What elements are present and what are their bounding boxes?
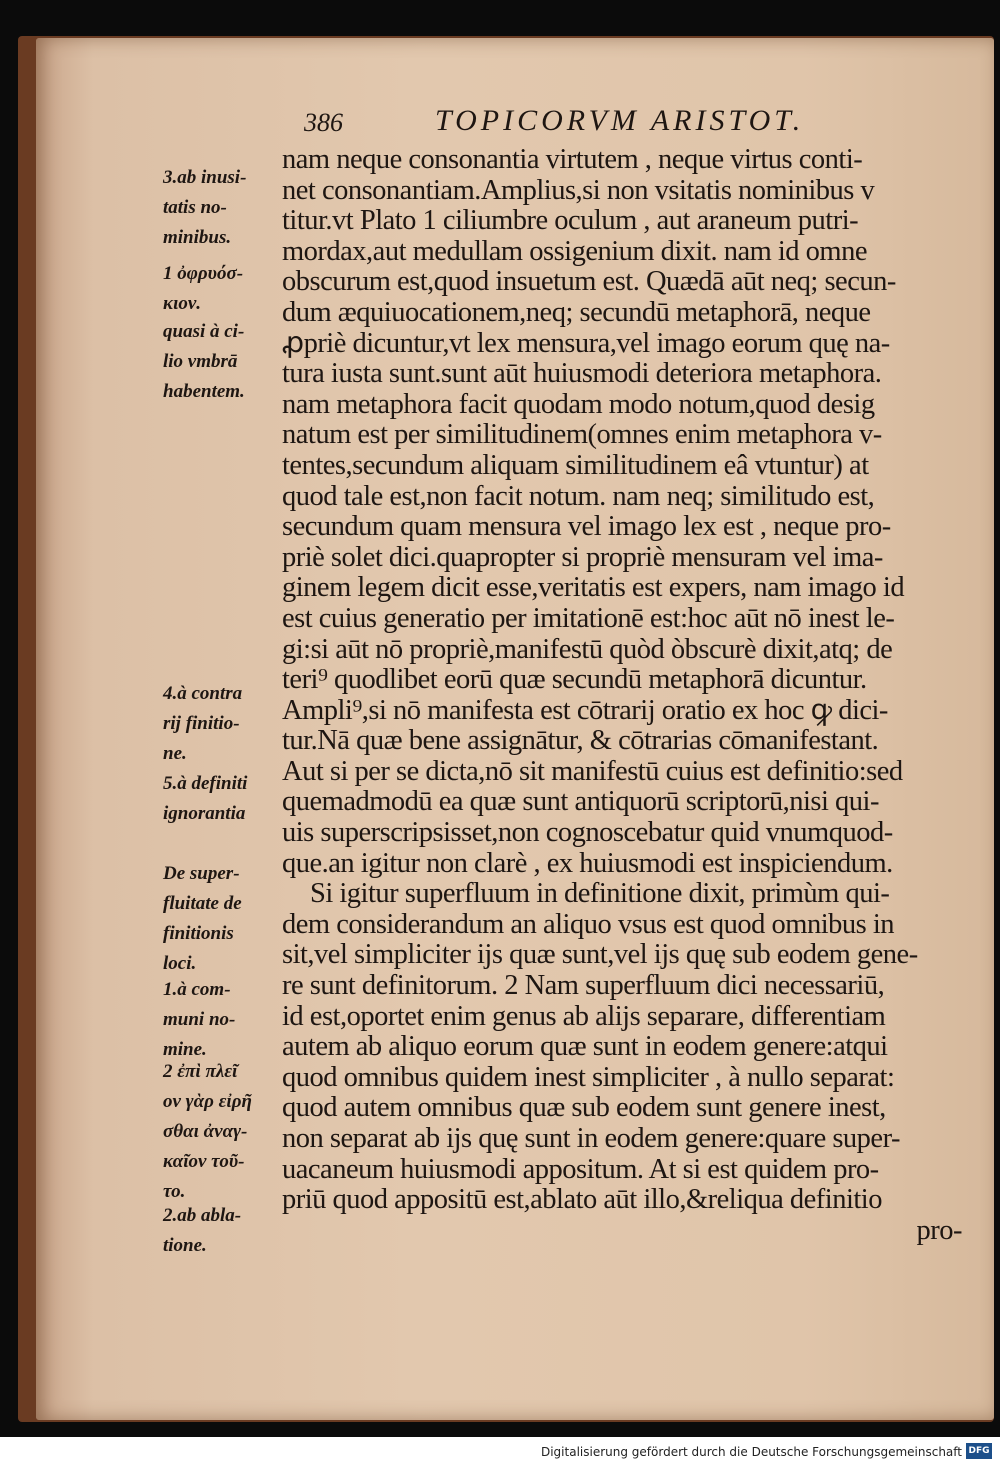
margin-note: 2.ab abla- tione. (163, 1205, 242, 1256)
text-line: non separat ab ijs quę sunt in eodem genere:quare super- (282, 1123, 900, 1154)
text-line: tura iusta sunt.sunt aūt huiusmodi deteriora metaphora. (282, 358, 882, 390)
text-line: nam neque consonantia virtutem , neque virtus conti- (282, 144, 863, 175)
page-number: 386 (304, 108, 343, 137)
text-line: priè solet dici.quapropter si propriè mensuram vel ima- (282, 541, 883, 573)
text-line: Si igitur superfluum in definitione dixit, primùm qui- (310, 878, 890, 910)
margin-note: De super- fluitate de finitionis loci. (163, 863, 242, 974)
text-line: quemadmodū ea quæ sunt antiquorū scriptorū,nisi qui- (282, 786, 879, 818)
text-line: gi:si aūt nō propriè,manifestū quòd òbscurè dixit,atq; de (282, 633, 893, 665)
margin-note: 2 ἐπὶ πλεῖ ον γὰρ εἰρῆ σθαι ἀναγ- καῖον τοῦ- το. (163, 1061, 252, 1202)
text-line: mordax,aut medullam ossigenium dixit. nam id omne (282, 235, 867, 267)
margin-note: 4.à contra rij finitio- ne. (163, 683, 243, 764)
text-line: teri⁹ quodlibet eorū quæ secundū metaphorā dicuntur. (282, 664, 867, 696)
text-line: obscurum est,quod insuetum est. Quædā aūt neq; secun- (282, 266, 896, 298)
text-line: dum æquiuocationem,neq; secundū metaphorā, neque (282, 296, 871, 328)
text-line: ꝓpriè dicuntur,vt lex mensura,vel imago eorum quę na- (282, 327, 890, 359)
text-line: ginem legem dicit esse,veritatis est expers, nam imago id (282, 572, 905, 604)
text-line: quod tale est,non facit notum. nam neq; similitudo est, (282, 480, 875, 512)
text-line: id est,oportet enim genus ab alijs separare, differentiam (282, 1000, 886, 1032)
text-line: re sunt definitorum. 2 Nam superfluum dici necessariū, (282, 970, 885, 1002)
text-line: net consonantiam.Amplius,si non vsitatis nominibus v (282, 174, 875, 206)
text-line: secundum quam mensura vel imago lex est , neque pro- (282, 511, 891, 543)
margin-note: 3.ab inusi- tatis no- minibus. (163, 167, 247, 248)
text-line: que.an igitur non clarè , ex huiusmodi est inspiciendum. (282, 847, 893, 879)
text-line: dem considerandum an aliquo vsus est quod omnibus in (282, 908, 895, 940)
text-line: quod omnibus quidem inest simpliciter , à nullo separat: (282, 1061, 895, 1093)
text-line: nam metaphora facit quodam modo notum,quod desig (282, 388, 875, 420)
margin-note: 1.à com- muni no- mine. (163, 979, 236, 1060)
margin-note: 5.à definiti ignorantia (163, 773, 248, 824)
text-line: autem ab aliquo eorum quæ sunt in eodem genere:atqui (282, 1031, 888, 1063)
text-line: Ampli⁹,si nō manifesta est cōtrarij oratio ex hoc ꝙ dici- (282, 694, 888, 726)
text-line: uacaneum huiusmodi appositum. At si est quidem pro- (282, 1153, 879, 1185)
text-line: Aut si per se dicta,nō sit manifestū cuius est definitio:sed (282, 755, 903, 787)
text-line: tur.Nā quæ bene assignātur, & cōtrarias cōmanifestant. (282, 725, 879, 757)
text-line: quod autem omnibus quæ sub eodem sunt genere inest, (282, 1092, 886, 1124)
text-line: titur.vt Plato 1 ciliumbre oculum , aut araneum putri- (282, 205, 859, 237)
margin-note: quasi à ci- lio vmbrā habentem. (163, 321, 245, 402)
text-line: priū quod appositū est,ablato aūt illo,&reliqua definitio (282, 1184, 882, 1216)
text-line: uis superscripsisset,non cognoscebatur quid vnumquod- (282, 817, 893, 849)
text-line: sit,vel simpliciter ijs quæ sunt,vel ijs quę sub eodem gene- (282, 939, 918, 971)
footer-credit: Digitalisierung gefördert durch die Deutsche Forschungsgemeinschaft (540, 1445, 962, 1459)
dfg-logo: DFG (966, 1443, 992, 1459)
running-head (0, 102, 1000, 142)
catchword: pro- (916, 1214, 962, 1246)
footer (0, 1437, 1000, 1467)
text-line: natum est per similitudinem(omnes enim metaphora v- (282, 419, 882, 451)
text-line: est cuius generatio per imitationē est:hoc aūt nō inest le- (282, 602, 895, 634)
text-line: tentes,secundum aliquam similitudinem eâ vtuntur) at (282, 449, 869, 481)
body-text (282, 145, 972, 1246)
running-title: TOPICORVM ARISTOT. (435, 104, 805, 137)
margin-note: 1 ὀφρυόσ- κιον. (163, 263, 244, 314)
